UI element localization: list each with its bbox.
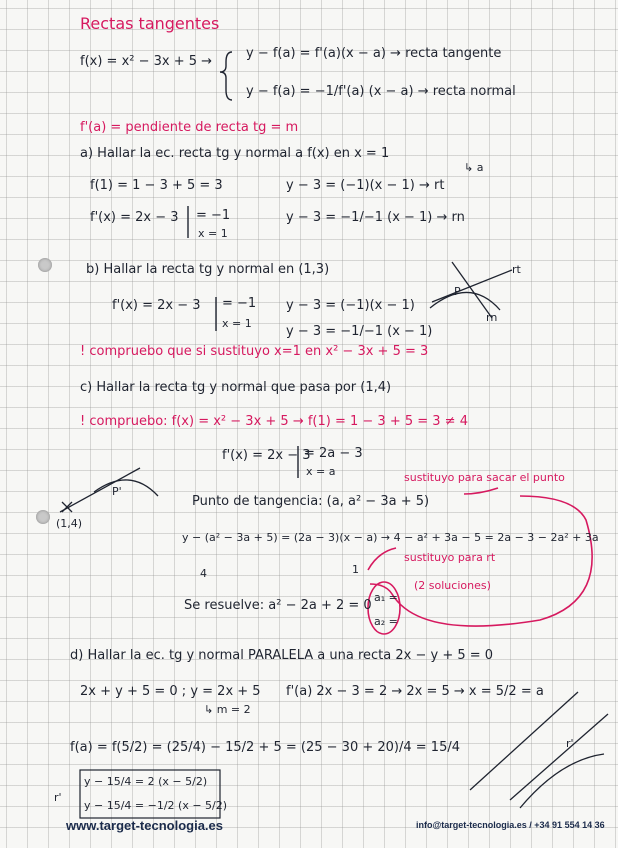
part-c-sub-x: 1 (352, 563, 359, 576)
intro-brace (220, 52, 232, 100)
footer-contact: info@target-tecnologia.es / +34 91 554 14 36 (416, 820, 605, 830)
intro-normal-eq: y − f(a) = −1/f'(a) (x − a) → recta normal (246, 84, 516, 99)
part-b-tg: y − 3 = (−1)(x − 1) (286, 298, 415, 313)
part-c-check: ! compruebo: f(x) = x² − 3x + 5 → f(1) = 1 − 3 + 5 = 3 ≠ 4 (80, 414, 468, 429)
part-c-note: sustituyo para sacar el punto (404, 471, 565, 484)
part-d-normal: y − 15/4 = −1/2 (x − 5/2) (84, 799, 228, 812)
part-a-deriv: f'(x) = 2x − 3 (90, 210, 179, 225)
sketch-b (430, 262, 512, 318)
part-b-deriv: f'(x) = 2x − 3 (112, 298, 201, 313)
part-b-deriv-val: = −1 (222, 296, 257, 311)
part-c-tangency: Punto de tangencia: (a, a² − 3a + 5) (192, 494, 430, 509)
part-a-sub: ↳ a (464, 161, 484, 174)
part-c-a2: a₂ = (374, 615, 398, 628)
intro-slope-note: f'(a) = pendiente de recta tg = m (80, 120, 299, 135)
part-d-r-label-left: r' (54, 791, 62, 804)
part-b-deriv-at: x = 1 (222, 317, 252, 330)
part-b-label-p: P (454, 285, 461, 298)
part-c-equation: y − (a² − 3a + 5) = (2a − 3)(x − a) → 4 − a² + 3a − 5 = 2a − 3 − 2a² + 3a (182, 531, 599, 544)
part-c-a1: a₁ = (374, 591, 398, 604)
part-a-normal: y − 3 = −1/−1 (x − 1) → rn (286, 210, 465, 225)
footer-website[interactable]: www.target-tecnologia.es (66, 818, 223, 833)
part-b-label-rt: rt (512, 263, 521, 276)
part-c-deriv: f'(x) = 2x − 3 (222, 448, 311, 463)
part-d-tg: y − 15/4 = 2 (x − 5/2) (84, 775, 208, 788)
part-c-substitute: sustituyo para rt (404, 551, 496, 564)
part-d-m: ↳ m = 2 (204, 703, 251, 716)
part-d-line-eq: 2x + y + 5 = 0 ; y = 2x + 5 (80, 684, 261, 699)
part-c-point-label: (1,4) (56, 517, 83, 530)
part-c-sub-y: 4 (200, 567, 207, 580)
part-b-normal: y − 3 = −1/−1 (x − 1) (286, 324, 433, 339)
intro-tangent-eq: y − f(a) = f'(a)(x − a) → recta tangente (246, 46, 502, 61)
part-c-two-solutions: (2 soluciones) (414, 579, 491, 592)
part-d-solve: f'(a) 2x − 3 = 2 → 2x = 5 → x = 5/2 = a (286, 684, 544, 699)
part-d-fa: f(a) = f(5/2) = (25/4) − 15/2 + 5 = (25 − 30 + 20)/4 = 15/4 (70, 740, 460, 755)
part-b-statement: b) Hallar la recta tg y normal en (1,3) (86, 262, 330, 277)
sketch-c (60, 468, 158, 512)
part-a-deriv-val: = −1 (196, 208, 231, 223)
part-c-statement: c) Hallar la recta tg y normal que pasa por (1,4) (80, 380, 392, 395)
part-d-statement: d) Hallar la ec. tg y normal PARALELA a una recta 2x − y + 5 = 0 (70, 648, 494, 663)
part-c-deriv-val: = 2a − 3 (304, 446, 363, 461)
part-d-r-label-right: r' (566, 737, 574, 750)
part-a-f1: f(1) = 1 − 3 + 5 = 3 (90, 178, 223, 193)
part-c-deriv-at: x = a (306, 465, 336, 478)
part-b-check: ! compruebo que si sustituyo x=1 en x² − 3x + 5 = 3 (80, 344, 429, 359)
part-c-p-label: P' (112, 485, 122, 498)
part-a-tg: y − 3 = (−1)(x − 1) → rt (286, 178, 445, 193)
intro-function: f(x) = x² − 3x + 5 → (80, 54, 213, 69)
part-a-deriv-at: x = 1 (198, 227, 228, 240)
part-b-label-rn: rn (486, 311, 498, 324)
part-c-solve: Se resuelve: a² − 2a + 2 = 0 (184, 598, 372, 613)
part-a-statement: a) Hallar la ec. recta tg y normal a f(x) en x = 1 (80, 146, 390, 161)
page-title: Rectas tangentes (80, 14, 220, 33)
sketch-d (470, 692, 608, 808)
